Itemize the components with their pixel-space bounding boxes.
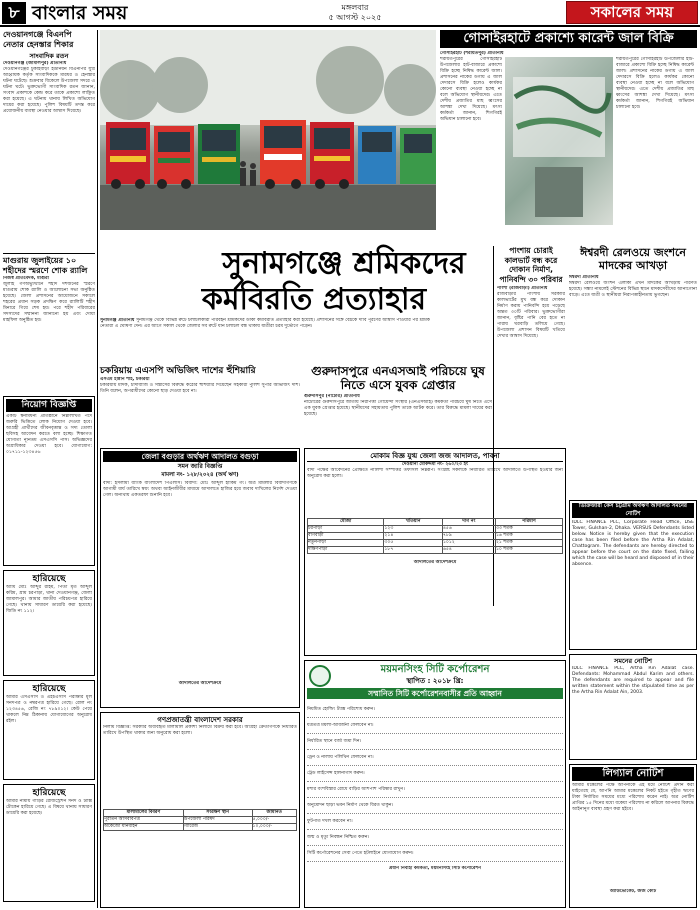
table-cell: বাগবাড়ী — [308, 533, 384, 540]
gurudaspur-dateline: গুরুদাসপুর (নাটোর) প্রতিনিধি — [304, 394, 360, 399]
list-item: মশার বংশবিস্তার রোধে বাড়ির আশপাশ পরিষ্কার রাখুন। — [307, 782, 563, 798]
table-cell: ১২৩ — [384, 526, 443, 533]
legal-notice-body: আমার মক্কেলের পক্ষে আপনাকে এই মর্মে নোটিশ প্রদান করা যাইতেছে যে, আপনি আমার মক্কেলের নিকট হইতে গৃহীত ঋণের টাকা নির্ধারিত সময়ের মধ্যে পরিশোধ করেন নাই। অত্র নোটিশ প্রাপ্তির ১৫ দিনের মধ্যে বকেয়া পরিশোধ না করিলে আপনার বিরুদ্ধে আইনানুগ ব্যবস্থা গ্রহণ করা হইবে। — [572, 783, 694, 812]
gurudaspur-story — [304, 364, 492, 444]
chakaria-dateline: এসএম হান্নান শাহ, চকরিয়া — [100, 377, 150, 382]
mymensingh-subtitle: সম্মানিত সিটি কর্পোরেশনবাসীর প্রতি আহ্বান — [307, 688, 563, 699]
pangsha-body: রাজবাড়ীর পাংশায় সরকারি কালভার্টের মুখ বন্ধ করে দোকান নির্মাণ করায় পানিবন্দি হয়ে পড়েছে অন্তত ৩০টি পরিবার। ভুক্তভোগীরা জানান, বৃষ্টির পানি বের হতে না পারায় ঘরবাড়ি তলিয়ে গেছে। উপজেলা প্রশাসন বিষয়টি খতিয়ে দেখার আশ্বাস দিয়েছে। — [497, 292, 565, 339]
pabna-schedule-table — [307, 518, 563, 554]
current-net-body: শরীয়তপুরের গোসাইরহাট উপজেলার হাট-বাজারে প্রকাশ্যে বিক্রি হচ্ছে নিষিদ্ধ কারেন্ট জাল। প্রশাসনের নাকের ডগায় এ জাল দেদারসে বিক্রি হলেও কার্যকর কোনো ব্যবস্থা নেওয়া হচ্ছে না বলে অভিযোগ স্থানীয়দের। এতে দেশীয় প্রজাতির মাছ ধ্বংসের আশঙ্কা দেখা দিয়েছে। মৎস্য কর্মকর্তা জানান, শিগগিরই অভিযান চালানো হবে। — [440, 57, 502, 122]
bogura-court-case: মামলা নং- ১২৮/২০২৪ (অর্থ ঋণ) — [161, 472, 239, 478]
mymensingh-logo — [309, 665, 331, 687]
table-header: সংরক্ষণ স্থান — [183, 810, 252, 817]
table-cell: ১০,০০০/- — [252, 824, 297, 831]
list-item: নিয়মিত হোল্ডিং ট্যাক্স পরিশোধ করুন। — [307, 702, 563, 718]
current-net-dateline: গোসাইরহাট (শরীয়তপুর) প্রতিনিধি — [440, 51, 504, 56]
table-cell: অকেজো যানবাহন — [104, 824, 184, 831]
table-cell: গ্যারেজ — [183, 824, 252, 831]
pangsha-dateline: পাংশা (রাজবাড়ী) প্রতিনিধি — [497, 286, 548, 291]
table-cell: পুরাতন আসবাবপত্র — [104, 817, 184, 824]
gurudaspur-headline: গুরুদাসপুরে এনএসআই পরিচয়ে ঘুষ নিতে এসে যুবক গ্রেপ্তার — [311, 364, 485, 392]
decree-ad-2-body: IDLC FINANCE PLC, Artha Rin Adalat case. Defendants: Mohammad Abdul Karim and others. The defendants are required to appear and file written statement within the stipulated time as per the Artha Rin Adalat Ain, 2003. — [572, 666, 694, 695]
lead-body-text: সুনামগঞ্জ থেকে বিভিন্ন রুটে চলাচলকারী পরিবহন শ্রমিকদের ডাকা কর্মবিরতি প্রত্যাহার করা হয়েছে। প্রশাসনের সঙ্গে বৈঠকে দাবি পূরণের আশ্বাস পাওয়ার পর শ্রমিক নেতারা এ ঘোষণা দেন। এর আগে সকাল থেকে জেলার সব রুটে যান চলাচল বন্ধ থাকায় যাত্রীরা চরম দুর্ভোগে পড়েন। — [100, 318, 430, 329]
bogura-court-body: বাদী: ইসলামী ব্যাংক বাংলাদেশ পিএলসি। বিবাদী: মোঃ আব্দুল হাকিম গং। অত্র মামলার বিবাদীগণকে আগামী ধার্য তারিখে স্বয়ং অথবা আইনজীবীর মাধ্যমে আদালতে হাজির হয়ে জবাব দাখিলের নির্দেশ দেওয়া গেল। অন্যথায় একতরফা শুনানি হবে। — [103, 481, 297, 498]
table-header: দাগ নং — [442, 519, 495, 526]
table-header: মৌজা — [308, 519, 384, 526]
decree-ad-2 — [569, 654, 697, 760]
mymensingh-signature: প্রধান নির্বাহী কর্মকর্তা, ময়মনসিংহ সিটি কর্পোরেশন — [388, 866, 482, 871]
niyog-title: নিয়োগ বিজ্ঞপ্তি — [6, 399, 92, 412]
logo-text: সকালের সময় — [590, 3, 674, 21]
current-net-headline: গোসাইরহাটে প্রকাশ্যে কারেন্ট জাল বিক্রি — [440, 30, 697, 48]
list-item: সিটি কর্পোরেশনের সেবা পেতে হটলাইনে যোগাযোগ করুন। — [307, 846, 563, 862]
govt-auction-ad — [100, 712, 300, 908]
table-row — [308, 540, 563, 547]
table-header-row — [308, 519, 563, 526]
ishwardi-story — [569, 246, 697, 496]
lost-ad-3-body: আমার নামীয় গাড়ির রেজিস্ট্রেশন সনদ ও ট্যাক্স টোকেন হারিয়ে গেছে। এ বিষয়ে থানায় সাধারণ ডায়েরি করা হয়েছে। — [6, 799, 92, 816]
niyog-ad — [3, 396, 95, 566]
current-net-body-cont: শরীয়তপুরের গোসাইরহাট উপজেলার হাট-বাজারে প্রকাশ্যে বিক্রি হচ্ছে নিষিদ্ধ কারেন্ট জাল। প্রশাসনের নাকের ডগায় এ জাল দেদারসে বিক্রি হলেও কার্যকর কোনো ব্যবস্থা নেওয়া হচ্ছে না বলে অভিযোগ স্থানীয়দের। এতে দেশীয় প্রজাতির মাছ ধ্বংসের আশঙ্কা দেখা দিয়েছে। মৎস্য কর্মকর্তা জানান, শিগগিরই অভিযান চালানো হবে। — [616, 57, 694, 110]
table-row — [104, 817, 297, 824]
table-cell: ৩০৫ — [384, 540, 443, 547]
bogura-court-title: জেলা বগুড়ার অর্থঋণ আদালত বগুড়া — [103, 451, 297, 462]
pabna-court-signature: আদালতের আদেশক্রমে — [413, 560, 457, 565]
masthead — [0, 0, 700, 26]
table-cell: ৪৫৬ — [442, 526, 495, 533]
page-number: ৮ — [2, 2, 26, 24]
lost-ad-1-body: আমি মোঃ আব্দুর রহিম, পিতা মৃত আব্দুল করিম, গ্রাম চরপাড়া, থানা দেওয়ানগঞ্জ, জেলা জামালপুর। আমার জাতীয় পরিচয়পত্র হারিয়ে গেছে। থানায় সাধারণ ডায়েরি করা হয়েছে। জিডি নং ১১২। — [6, 585, 92, 614]
table-cell: ৭৮৯ — [442, 533, 495, 540]
bogura-court-signature: আদালতের আদেশক্রমে — [178, 681, 222, 686]
list-item: ড্রেন ও নালায় পলিথিন ফেলবেন না। — [307, 750, 563, 766]
issue-date — [290, 3, 420, 23]
pabna-court-body: বাদী পক্ষের আবেদনের প্রেক্ষিতে নালিশী সম্পত্তির তফসিল নিম্নরূপ। সংশ্লিষ্ট সকলকে নির্ধারিত তারিখে আদালতে উপস্থিত হওয়ার জন্য অনুরোধ করা হলো। — [307, 468, 563, 479]
pabna-court-ad — [304, 448, 566, 656]
table-header: মালামালের বিবরণ — [104, 810, 184, 817]
decree-ad-1-title: ডিক্রিজারী কেস চট্টগ্রাম অর্থঋণ আদালত সমনের নোটিশ — [572, 503, 694, 518]
govt-ad-body: নিলাম বিজ্ঞপ্তি: সরকারি অব্যবহৃত মালামাল প্রকাশ্য নিলামে বিক্রয় করা হবে। আগ্রহী ক্রেতাগণকে নির্ধারিত তারিখে উপস্থিত থাকার জন্য অনুরোধ করা হলো। — [103, 725, 297, 736]
story1-body: দেওয়ানগঞ্জের চুকাইবাড়ী ইউনিয়ন বিএনপির যুগ্ম আহ্বায়ক কর্তৃক সাংবাদিককে মারধর ও হেনস্তার ঘটনা ঘটেছে। শুক্রবার বিকেলে উপজেলা সদরে এ ঘটনা ঘটে। ভুক্তভোগী সাংবাদিক রতন জানান, সংবাদ প্রকাশকে কেন্দ্র করে তাকে প্রকাশ্যে লাঞ্ছিত করা হয়েছে। এ ঘটনায় থানায় লিখিত অভিযোগ দায়ের করা হয়েছে। পুলিশ বিষয়টি তদন্ত করে প্রয়োজনীয় ব্যবস্থা নেওয়ার আশ্বাস দিয়েছে। — [3, 67, 95, 114]
list-item: ট্রেড লাইসেন্স হালনাগাদ করুন। — [307, 766, 563, 782]
pabna-court-case: দেওয়ানী মোকদ্দমা নং- ২৬০/২৩ ইং — [402, 462, 468, 467]
table-header: খতিয়ান — [384, 519, 443, 526]
list-item: নির্ধারিত স্থানে বর্জ্য জমা দিন। — [307, 734, 563, 750]
table-cell: ২১৪ — [384, 533, 443, 540]
table-cell: উপজেলা পরিষদ — [183, 817, 252, 824]
list-item: জন্ম ও মৃত্যু নিবন্ধন নিশ্চিত করুন। — [307, 830, 563, 846]
decree-ad-2-title: সমনের নোটিশ — [614, 657, 652, 665]
table-row — [308, 526, 563, 533]
issue-day: মঙ্গলবার — [341, 3, 369, 12]
table-header: জামানত — [252, 810, 297, 817]
table-cell: ১০১২ — [442, 540, 495, 547]
lost-ad-2 — [3, 680, 95, 780]
ishwardi-dateline: ঈশ্বরদী প্রতিনিধি — [569, 275, 599, 280]
buses-illustration — [100, 30, 436, 230]
lead-photo-credit: সুনামগঞ্জ প্রতিনিধি — [100, 318, 135, 323]
table-cell: ৫,০০০/- — [252, 817, 297, 824]
decree-ad-1 — [569, 500, 697, 650]
table-row — [308, 533, 563, 540]
issue-date-text: ৫ আগস্ট ২০২৫ — [328, 13, 382, 22]
story1-byline: সাংবাদিক রতন — [29, 52, 69, 60]
ishwardi-headline: ঈশ্বরদী রেলওয়ে জংশনে মাদকের আখড়া — [580, 246, 686, 272]
table-header: পরিমাণ — [495, 519, 562, 526]
chakaria-body: চকরিয়ায় মাদক, চাঁদাবাজি ও সন্ত্রাসের বিরুদ্ধে কঠোর হুঁশিয়ারি দিয়েছেন সহকারী পুলিশ সুপার অভিজিৎ দাশ। তিনি বলেন, অপরাধীদের কোনো ছাড় দেওয়া হবে না। — [100, 383, 300, 394]
table-row — [308, 547, 563, 554]
lost-ad-3-title: হারিয়েছে — [32, 788, 66, 798]
table-cell: ১৮৭ — [384, 547, 443, 554]
lead-headline-line2: কর্মবিরতি প্রত্যাহার — [201, 282, 427, 317]
chakaria-story — [100, 366, 300, 444]
divider — [3, 253, 95, 254]
story2-title: মাগুরায় জুলাইয়ের ১০ শহীদের স্মরণে শোক র‌্যালি — [3, 256, 88, 275]
lead-headline-line1: সুনামগঞ্জে শ্রমিকদের — [222, 246, 466, 281]
govt-ad-table — [103, 809, 297, 831]
mymensingh-estd: স্থাপিত : ২০১৮ খ্রি: — [406, 677, 464, 685]
logo — [566, 1, 698, 24]
column-rule — [97, 30, 98, 908]
table-row — [104, 824, 297, 831]
table-cell: ১৬ শতক — [495, 533, 562, 540]
bogura-court-subtitle: সমন জারি বিজ্ঞপ্তি — [177, 463, 223, 470]
decree-ad-1-body: IDLC FINANCE PLC, Corporate Head Office, DSE Tower, Gulshan-2, Dhaka. VERSUS Defendants listed below. Notice is hereby given that the execution case has been filed before the Artha Rin Adalat, Chattogram. The defendants are hereby directed to appear before the court on the date fixed, failing which the case will be heard and disposed of in their absence. — [572, 520, 694, 567]
lost-ad-1 — [3, 570, 95, 676]
table-cell: দক্ষিণপাড়া — [308, 547, 384, 554]
legal-notice-title: লিগ্যাল নোটিশ — [572, 767, 694, 781]
lost-ad-2-body: আমার এসএসসি ও এইচএসসি পরীক্ষার মূল সনদপত্র ও নম্বরপত্র হারিয়ে গেছে। রোল নং ১২৩৪৫৬, রেজি নং ৭৮৯০১২। কেউ পেয়ে থাকলে নিম্ন ঠিকানায় যোগাযোগের অনুরোধ রইল। — [6, 695, 92, 724]
table-cell: ৩৩ শতক — [495, 526, 562, 533]
story1-title: দেওয়ানগঞ্জে বিএনপি নেতার হেনস্তার শিকার — [3, 30, 74, 49]
paper-name: বাংলার সময় — [32, 2, 128, 24]
current-net-story — [440, 30, 697, 244]
chakaria-headline: চকরিয়ায় এএসপি অভিজিৎ দাশের হুঁশিয়ারি — [100, 366, 256, 376]
govt-ad-title: গণপ্রজাতন্ত্রী বাংলাদেশ সরকার — [157, 716, 243, 724]
gurudaspur-body: নাটোরের গুরুদাসপুরে জাতীয় নিরাপত্তা গোয়েন্দা সংস্থার (এনএসআই) কর্মকর্তা পরিচয়ে ঘুষ নিতে এসে এক যুবক গ্রেপ্তার হয়েছে। স্থানীয়দের সহায়তায় পুলিশ তাকে আটক করে। তার বিরুদ্ধে মামলা দায়ের করা হয়েছে। — [304, 400, 492, 417]
table-cell: ২১ শতক — [495, 540, 562, 547]
mymensingh-title: ময়মনসিংহ সিটি কর্পোরেশন — [380, 664, 490, 675]
table-header-row — [104, 810, 297, 817]
current-net-photo — [505, 57, 613, 225]
lead-photo — [100, 30, 436, 230]
table-cell: ৬৫৪ — [442, 547, 495, 554]
bogura-court-ad — [100, 448, 300, 708]
table-cell: চরপাড়া — [308, 526, 384, 533]
list-item: অনুমোদন ছাড়া ভবন নির্মাণ থেকে বিরত থাকুন। — [307, 798, 563, 814]
lead-body — [100, 318, 430, 364]
left-column — [3, 30, 95, 908]
mymensingh-items — [307, 702, 563, 862]
niyog-body: একটি স্বনামধন্য প্রতিষ্ঠানে নিম্নলিখিত পদে জরুরি ভিত্তিতে লোক নিয়োগ দেওয়া হবে। আগ্রহী প্রার্থীদের জীবনবৃত্তান্ত ও সদ্য তোলা ছবিসহ আবেদন করতে বলা হচ্ছে। শিক্ষাগত যোগ্যতা ন্যূনতম এসএসসি পাস। অভিজ্ঞদের অগ্রাধিকার দেওয়া হবে। যোগাযোগ: ০১৭১১-১২৩৪৫৬ — [6, 414, 92, 455]
story1-dateline: দেওয়ানগঞ্জ (জামালপুর) প্রতিনিধি — [3, 61, 67, 66]
masthead-rule — [0, 25, 700, 27]
lost-ad-1-title: হারিয়েছে — [32, 574, 66, 584]
pabna-court-title: মোকাম বিজ্ঞ যুগ্ম জেলা জজ আদালত, পাবনা — [307, 451, 563, 462]
lost-ad-3 — [3, 784, 95, 902]
list-item: ফুটপাত দখল করবেন না। — [307, 814, 563, 830]
list-item: যত্রতত্র ময়লা-আবর্জনা ফেলবেন না। — [307, 718, 563, 734]
table-cell: ১০ শতক — [495, 547, 562, 554]
mymensingh-city-ad — [304, 660, 566, 908]
table-cell: নতুনপাড়া — [308, 540, 384, 547]
legal-notice — [569, 764, 697, 908]
net-photo-illustration — [505, 57, 613, 225]
ishwardi-body: ঈশ্বরদী রেলওয়ে জংশন এলাকা এখন মাদকের আখড়ায় পরিণত হয়েছে। সন্ধ্যা নামলেই স্টেশনের বিভিন্ন স্থানে মাদকসেবীদের আনাগোনা বাড়ে। এতে যাত্রী ও স্থানীয়রা নিরাপত্তাহীনতায় ভুগছেন। — [569, 281, 697, 298]
pangsha-headline: পাংশায় চোরাই কালভার্ট বন্ধ করে দোকান নির্মাণ, পানিবন্দি ৩০ পরিবার — [499, 246, 563, 284]
lost-ad-2-title: হারিয়েছে — [32, 684, 66, 694]
story2-body: জুলাই গণঅভ্যুত্থানে শহীদ দশজনের স্মরণে মাগুরায় শোক র‌্যালি ও আলোচনা সভা অনুষ্ঠিত হয়েছে। জেলা প্রশাসনের আয়োজনে সকালে শহরের প্রধান সড়ক প্রদক্ষিণ করে র‌্যালিটি শহীদ মিনারে গিয়ে শেষ হয়। পরে শহীদ পরিবারের সদস্যদের সম্মাননা জানানো হয় এবং দোয়া মাহফিল অনুষ্ঠিত হয়। — [3, 282, 95, 323]
story2-dateline: নিজস্ব প্রতিবেদক, মাগুরা — [3, 276, 49, 281]
legal-notice-signature: অ্যাডভোকেট, জজ কোর্ট — [609, 889, 657, 894]
